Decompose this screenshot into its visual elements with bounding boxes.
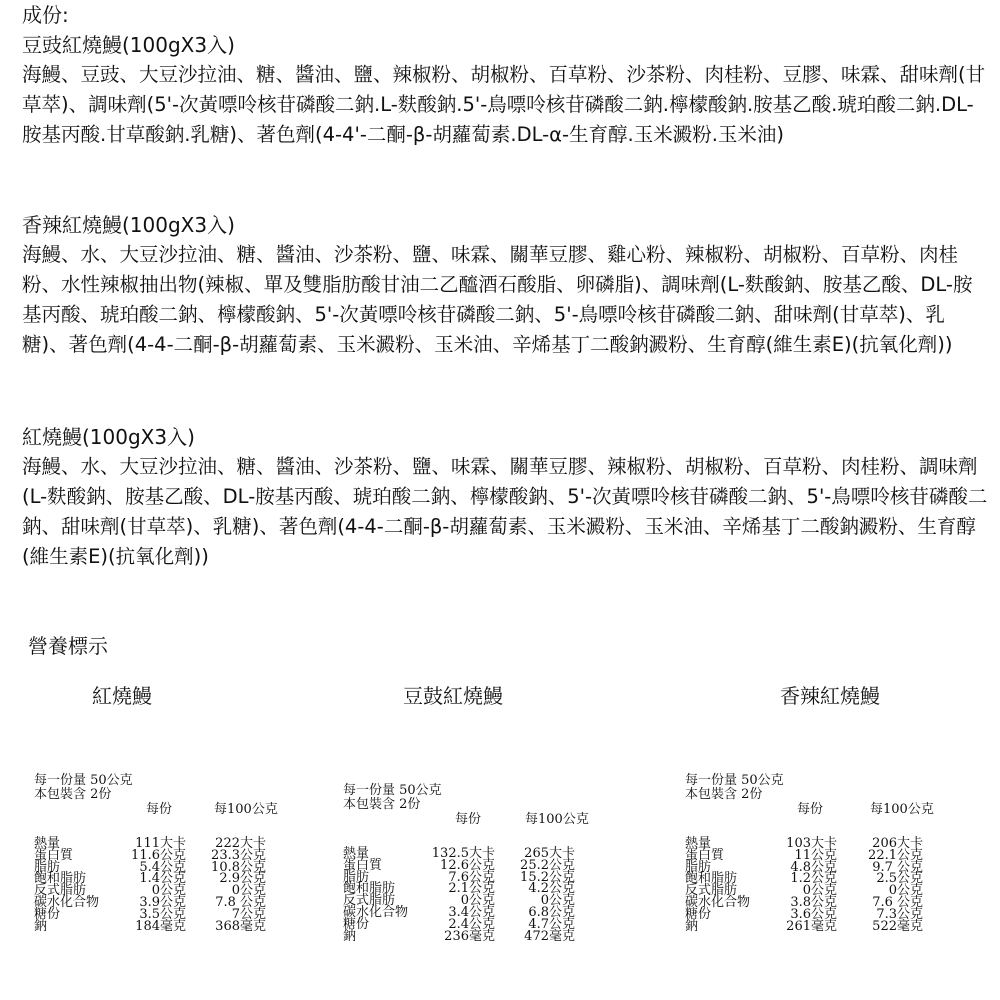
per-serving-value: 236毫克	[444, 928, 495, 944]
column-headers	[343, 813, 603, 829]
ingredient-section-spicy	[22, 212, 988, 360]
per-100g-value: 7.8 公克	[215, 894, 266, 910]
per-serving-value: 3.9公克	[139, 894, 186, 910]
per-100g-value: 15.2公克	[520, 869, 575, 885]
per-serving-value: 3.8公克	[790, 894, 837, 910]
per-100g-value: 7.6 公克	[872, 894, 923, 910]
nutrition-panel-spicy	[685, 773, 945, 934]
per-serving-value: 1.4公克	[139, 871, 186, 887]
per-100g-value: 25.2公克	[520, 857, 575, 873]
nutrient-label: 碳水化合物	[685, 894, 751, 910]
nutrient-label: 反式脂肪	[34, 883, 87, 899]
per-serving-value: 12.6公克	[440, 857, 495, 873]
per-serving-value: 11.6公克	[131, 847, 186, 863]
per-100g-value: 472毫克	[524, 928, 575, 944]
per-100g-value: 206大卡	[872, 836, 923, 851]
per-100g-value: 368毫克	[215, 918, 266, 934]
ingredient-section-douchi	[22, 32, 988, 150]
per-100g-value: 10.8公克	[211, 859, 266, 875]
ingredient-section-text: 海鰻、豆豉、大豆沙拉油、糖、醬油、鹽、辣椒粉、胡椒粉、百草粉、沙茶粉、肉桂粉、豆膠、味霖、甜味劑(甘草萃)、調味劑(5'-次黃嘌呤核苷磷酸二鈉.L-麩酸鈉.5'-鳥嘌呤核苷磷酸二鈉.檸檬酸鈉.胺基乙酸.琥珀酸二鈉.DL-胺基丙酸.甘草酸鈉.乳糖)、著色劑(4-4'-二酮-β-胡蘿蔔素.DL-α-生育醇.玉米澱粉.玉米油)	[22, 63, 986, 146]
per-serving-value: 261毫克	[786, 918, 837, 934]
nutrition-panel-douchi	[343, 783, 603, 944]
per-serving-value: 103大卡	[786, 836, 837, 851]
nutrient-label: 熱量	[34, 836, 61, 851]
per-100g-value: 7公克	[231, 906, 266, 922]
nutrient-label: 反式脂肪	[343, 893, 396, 909]
ingredient-section-text: 海鰻、水、大豆沙拉油、糖、醬油、沙茶粉、鹽、味霖、關華豆膠、辣椒粉、胡椒粉、百草粉、肉桂粉、調味劑(L-麩酸鈉、胺基乙酸、DL-胺基丙酸、琥珀酸二鈉、檸檬酸鈉、5'-次黃嘌呤核苷磷酸二鈉、5'-鳥嘌呤核苷磷酸二鈉、甜味劑(甘草萃)、乳糖)、著色劑(4-4-二酮-β-胡蘿蔔素、玉米澱粉、玉米油、辛烯基丁二酸鈉澱粉、生育醇(維生素E)(抗氧化劑))	[22, 455, 988, 568]
column-header-per-serving: 每份	[146, 802, 173, 817]
servings-per-package: 本包裝含 2份	[685, 787, 763, 802]
ingredient-section-braised	[22, 424, 988, 572]
column-header-per-100g: 每100公克	[870, 802, 934, 817]
nutrient-label: 反式脂肪	[685, 883, 738, 899]
nutrition-panel-braised	[34, 773, 294, 934]
per-100g-value: 2.5公克	[876, 871, 923, 887]
ingredient-section-title: 豆豉紅燒鰻(100gX3入)	[22, 33, 235, 57]
per-serving-value: 132.5大卡	[431, 846, 495, 861]
per-100g-value: 23.3公克	[211, 847, 266, 863]
per-100g-value: 4.2公克	[528, 881, 575, 897]
nutrient-label: 脂肪	[34, 859, 61, 875]
nutrition-row	[34, 920, 294, 932]
nutrition-row	[34, 849, 294, 861]
column-headers	[685, 803, 945, 819]
nutrition-rows	[34, 836, 294, 934]
nutrition-row	[343, 906, 603, 918]
column-header-per-serving: 每份	[797, 802, 824, 817]
nutrient-label: 糖份	[343, 916, 370, 932]
nutrition-rows	[343, 846, 603, 944]
per-serving-value: 5.4公克	[139, 859, 186, 875]
per-100g-value: 265大卡	[524, 846, 575, 861]
per-100g-value: 0公克	[540, 893, 575, 909]
per-100g-value: 22.1公克	[868, 847, 923, 863]
ingredient-section-title: 香辣紅燒鰻(100gX3入)	[22, 213, 235, 237]
panel-title-spicy: 香辣紅燒鰻	[780, 684, 880, 708]
nutrient-label: 飽和脂肪	[34, 871, 87, 887]
nutrition-heading: 營養標示	[28, 634, 108, 658]
nutrient-label: 蛋白質	[685, 847, 725, 863]
nutrition-row	[685, 849, 945, 861]
nutrient-label: 飽和脂肪	[685, 871, 738, 887]
per-100g-value: 6.8公克	[528, 904, 575, 920]
ingredients-heading: 成份:	[22, 3, 69, 27]
per-serving-value: 1.2公克	[790, 871, 837, 887]
per-serving-value: 2.4公克	[448, 916, 495, 932]
nutrition-row	[685, 908, 945, 920]
per-serving-value: 4.8公克	[790, 859, 837, 875]
nutrient-label: 脂肪	[343, 869, 370, 885]
nutrient-label: 糖份	[685, 906, 712, 922]
nutrition-rows	[685, 836, 945, 934]
nutrient-label: 蛋白質	[34, 847, 74, 863]
per-100g-value: 2.9公克	[219, 871, 266, 887]
nutrition-row	[685, 920, 945, 932]
per-serving-value: 7.6公克	[448, 869, 495, 885]
nutrient-label: 鈉	[34, 918, 48, 934]
nutrient-label: 碳水化合物	[34, 894, 100, 910]
per-100g-value: 0公克	[231, 883, 266, 899]
nutrient-label: 熱量	[343, 846, 370, 861]
serving-size: 每一份量 50公克	[34, 773, 133, 788]
per-100g-value: 4.7公克	[528, 916, 575, 932]
per-serving-value: 0公克	[151, 883, 186, 899]
per-serving-value: 0公克	[802, 883, 837, 899]
ingredient-section-text: 海鰻、水、大豆沙拉油、糖、醬油、沙茶粉、鹽、味霖、關華豆膠、雞心粉、辣椒粉、胡椒粉、百草粉、肉桂粉、水性辣椒抽出物(辣椒、單及雙脂肪酸甘油二乙醯酒石酸脂、卵磷脂)、調味劑(L-麩酸鈉、胺基乙酸、DL-胺基丙酸、琥珀酸二鈉、檸檬酸鈉、5'-次黃嘌呤核苷磷酸二鈉、5'-鳥嘌呤核苷磷酸二鈉、甜味劑(甘草萃)、乳糖)、著色劑(4-4-二酮-β-胡蘿蔔素、玉米澱粉、玉米油、辛烯基丁二酸鈉澱粉、生育醇(維生素E)(抗氧化劑))	[22, 243, 973, 356]
serving-size: 每一份量 50公克	[343, 783, 442, 798]
column-headers	[34, 803, 294, 819]
ingredient-section-title: 紅燒鰻(100gX3入)	[22, 425, 195, 449]
servings-per-package: 本包裝含 2份	[343, 797, 421, 812]
per-serving-value: 2.1公克	[448, 881, 495, 897]
panel-title-braised: 紅燒鰻	[92, 684, 152, 708]
per-serving-value: 0公克	[460, 893, 495, 909]
column-header-per-100g: 每100公克	[214, 802, 278, 817]
nutrient-label: 脂肪	[685, 859, 712, 875]
per-serving-value: 3.6公克	[790, 906, 837, 922]
nutrition-row	[343, 859, 603, 871]
per-100g-value: 0公克	[888, 883, 923, 899]
column-header-per-serving: 每份	[455, 812, 482, 827]
per-100g-value: 522毫克	[872, 918, 923, 934]
per-serving-value: 3.4公克	[448, 904, 495, 920]
nutrient-label: 鈉	[685, 918, 699, 934]
nutrition-row	[685, 896, 945, 908]
nutrition-row	[343, 930, 603, 942]
panel-title-douchi: 豆鼓紅燒鰻	[403, 684, 503, 708]
per-serving-value: 184毫克	[135, 918, 186, 934]
nutrition-row	[34, 896, 294, 908]
per-100g-value: 222大卡	[215, 836, 266, 851]
nutrition-row	[34, 908, 294, 920]
servings-per-package: 本包裝含 2份	[34, 787, 112, 802]
nutrient-label: 糖份	[34, 906, 61, 922]
per-100g-value: 7.3公克	[876, 906, 923, 922]
per-serving-value: 3.5公克	[139, 906, 186, 922]
nutrient-label: 熱量	[685, 836, 712, 851]
per-serving-value: 111大卡	[135, 836, 186, 851]
column-header-per-100g: 每100公克	[525, 812, 589, 827]
nutrient-label: 鈉	[343, 928, 357, 944]
nutrient-label: 蛋白質	[343, 857, 383, 873]
per-100g-value: 9.7 公克	[872, 859, 923, 875]
nutrition-row	[343, 918, 603, 930]
serving-size: 每一份量 50公克	[685, 773, 784, 788]
nutrient-label: 碳水化合物	[343, 904, 409, 920]
nutrient-label: 飽和脂肪	[343, 881, 396, 897]
per-serving-value: 11公克	[794, 847, 837, 863]
